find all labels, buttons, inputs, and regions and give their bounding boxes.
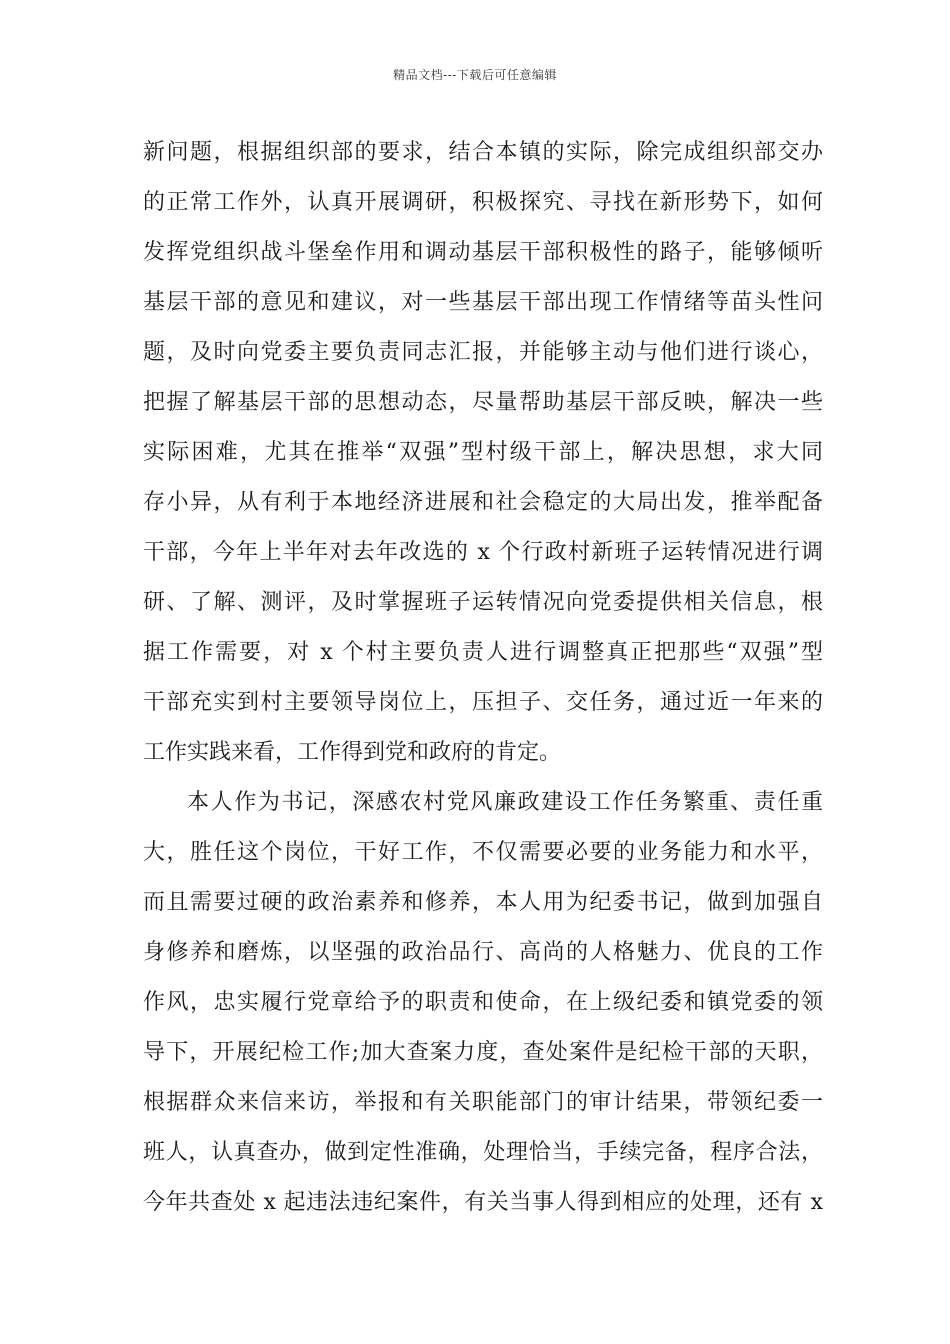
text-line: 的正常工作外，认真开展调研，积极探究、寻找在新形势下，如何 <box>143 190 823 215</box>
page-header: 精品文档---下载后可任意编辑 <box>393 68 557 82</box>
text-line: 新问题，根据组织部的要求，结合本镇的实际，除完成组织部交办 <box>143 140 823 165</box>
text-line: 本人作为书记，深感农村党风廉政建设工作任务繁重、责任重 <box>187 790 823 815</box>
text-line: 把握了解基层干部的思想动态，尽量帮助基层干部反映，解决一些 <box>143 390 823 415</box>
text-line: 存小异，从有利于本地经济进展和社会稳定的大局出发，推举配备 <box>143 490 823 515</box>
text-line: 发挥党组织战斗堡垒作用和调动基层干部积极性的路子，能够倾听 <box>143 240 823 265</box>
text-line: 根据群众来信来访，举报和有关职能部门的审计结果，带领纪委一 <box>143 1090 823 1115</box>
text-line: 研、了解、测评，及时掌握班子运转情况向党委提供相关信息，根 <box>143 590 823 615</box>
text-line: 干部充实到村主要领导岗位上，压担子、交任务，通过近一年来的 <box>143 690 823 715</box>
paragraph-2 <box>143 778 823 1228</box>
text-line: 而且需要过硬的政治素养和修养，本人用为纪委书记，做到加强自 <box>143 890 823 915</box>
text-line: 身修养和磨炼，以坚强的政治品行、高尚的人格魅力、优良的工作 <box>143 940 823 965</box>
text-line: 导下，开展纪检工作;加大查案力度，查处案件是纪检干部的天职， <box>143 1040 823 1065</box>
text-line: 大，胜任这个岗位，干好工作，不仅需要必要的业务能力和水平， <box>143 840 823 865</box>
text-line: 基层干部的意见和建议，对一些基层干部出现工作情绪等苗头性问 <box>143 290 823 315</box>
paragraph-1 <box>143 128 823 778</box>
text-line: 实际困难，尤其在推举“双强”型村级干部上，解决思想，求大同 <box>143 440 823 465</box>
text-line: 题，及时向党委主要负责同志汇报，并能够主动与他们进行谈心， <box>143 340 823 365</box>
text-line: 作风，忠实履行党章给予的职责和使命，在上级纪委和镇党委的领 <box>143 990 823 1015</box>
document-body <box>143 128 823 1228</box>
text-line: 工作实践来看，工作得到党和政府的肯定。 <box>143 740 562 765</box>
text-line: 班人，认真查办，做到定性准确，处理恰当，手续完备，程序合法， <box>143 1140 823 1165</box>
text-line: 今年共查处 x 起违法违纪案件，有关当事人得到相应的处理，还有 x <box>143 1190 823 1215</box>
text-line: 据工作需要，对 x 个村主要负责人进行调整真正把那些“双强”型 <box>143 640 823 665</box>
text-line: 干部，今年上半年对去年改选的 x 个行政村新班子运转情况进行调 <box>143 540 823 565</box>
